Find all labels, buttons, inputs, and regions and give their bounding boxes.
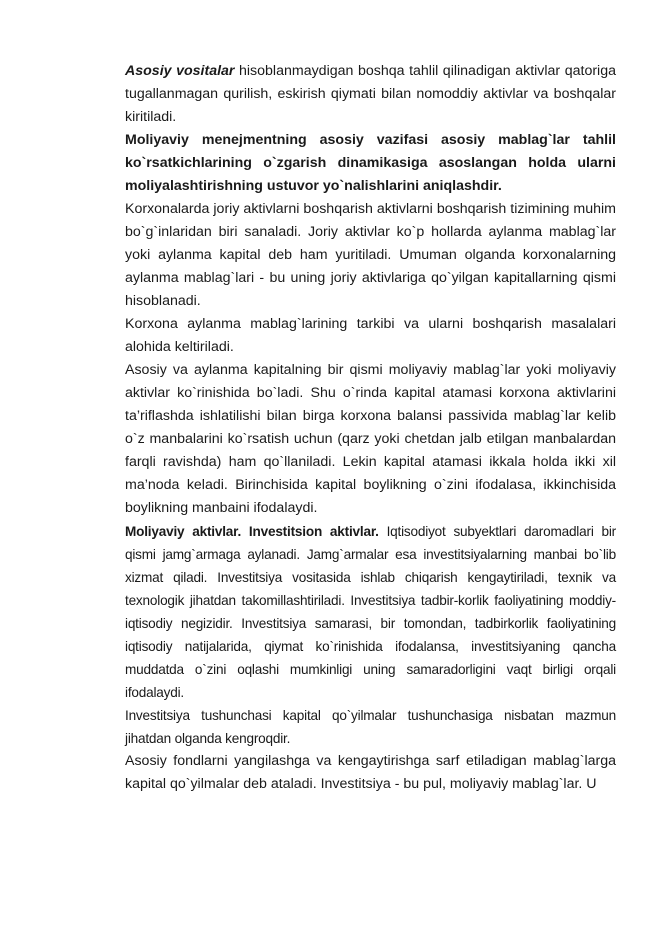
term-moliyaviy-aktivlar: Moliyaviy aktivlar. Investitsion aktivlar.	[125, 524, 379, 539]
document-page	[125, 60, 616, 796]
paragraph-non-fixed-assets	[125, 60, 616, 129]
paragraph-investment-assets	[125, 520, 616, 704]
term-asosiy-vositalar: Asosiy vositalar	[125, 63, 235, 79]
paragraph-working-capital-structure: Korxona aylanma mablag`larining tarkibi va ularni boshqarish masalalari alohida keltiriladi.	[125, 316, 616, 355]
paragraph-text: hisoblanmaydigan boshqa tahlil qilinadigan aktivlar qatoriga tugallanmagan qurilish, eskirish qiymati bilan nomoddiy aktivlar va boshqalar kiritiladi.	[125, 63, 616, 125]
paragraph-current-assets: Korxonalarda joriy aktivlarni boshqarish aktivlarni boshqarish tizimining muhim bo`g`inlaridan biri sanaladi. Joriy aktivlar ko`p hollarda aylanma mablag`lar yoki aylanma kapital deb ham yuritiladi. Umuman olganda korxonalarning aylanma mablag`lari - bu uning joriy aktivlariga qo`yilgan kapitallarning qismi hisoblanadi.	[125, 201, 616, 309]
paragraph-capital-term: Asosiy va aylanma kapitalning bir qismi moliyaviy mablag`lar yoki moliyaviy aktivlar ko`rinishida bo`ladi. Shu o`rinda kapital atamasi korxona aktivlarini ta’riflashda ishlatilishi bilan birga korxona balansi passivida mablag`lar kelib o`z manbalarini ko`rsatish uchun (qarz yoki chetdan jalb etilgan manbalardan farqli ravishda) ham qo`llaniladi. Lekin kapital atamasi ikkala holda ikki xil ma’noda keladi. Birinchisida kapital boylikning o`zini ifodalasa, ikkinchisida boylikning manbaini ifodalaydi.	[125, 362, 616, 516]
paragraph-text: Iqtisodiyot subyektlari daromadlari bir qismi jamg`armaga aylanadi. Jamg`armalar esa investitsiyalarning manbai bo`lib xizmat qiladi. Investitsiya vositasida ishlab chiqarish kengaytiriladi, texnik va texnologik jihatdan takomillashtiriladi. Investitsiya tadbir-korlik faoliyatining moddiy-iqtisodiy negizidir. Investitsiya samarasi, bir tomondan, tadbirkorlik faoliyatining iqtisodiy natijalarida, qiymat ko`rinishida ifodalansa, investitsiyaning qancha muddatda o`zini oqlashi mumkinligi uning samaradorligini vaqt birligi orqali ifodalaydi.	[125, 524, 616, 700]
section-heading-financial-management: Moliyaviy menejmentning asosiy vazifasi asosiy mablag`lar tahlil ko`rsatkichlarining o`zgarish dinamikasiga asoslangan holda ularni moliyalashtirishning ustuvor yo`nalishlarini aniqlashdir.	[125, 132, 616, 194]
paragraph-investment-concept: Investitsiya tushunchasi kapital qo`yilmalar tushunchasiga nisbatan mazmun jihatdan olganda kengroqdir.	[125, 708, 616, 746]
paragraph-capital-investments: Asosiy fondlarni yangilashga va kengaytirishga sarf etiladigan mablag`larga kapital qo`yilmalar deb ataladi. Investitsiya - bu pul, moliyaviy mablag`lar. U	[125, 753, 616, 792]
